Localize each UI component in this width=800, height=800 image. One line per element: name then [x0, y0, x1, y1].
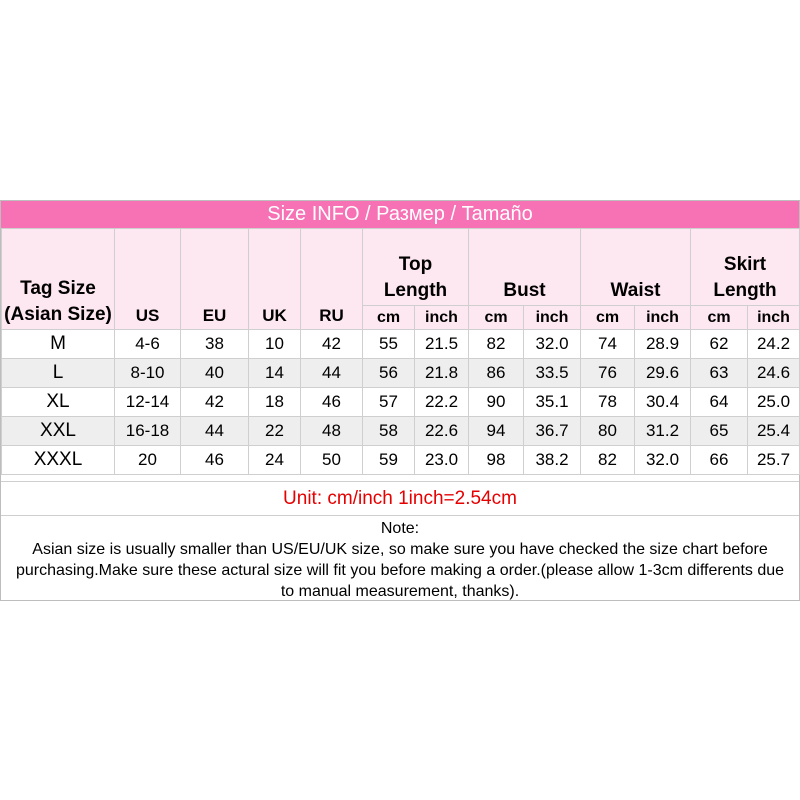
cell-size: M: [2, 330, 115, 359]
header-bust-inch: inch: [524, 306, 581, 330]
cell-top-cm: 55: [363, 330, 415, 359]
cell-size: XXL: [2, 417, 115, 446]
cell-uk: 22: [249, 417, 301, 446]
cell-size: XL: [2, 388, 115, 417]
cell-ru: 42: [301, 330, 363, 359]
table-row: [2, 417, 800, 446]
header-top-length: [363, 229, 469, 306]
cell-us: 16-18: [115, 417, 181, 446]
cell-skirt-inch: 24.2: [748, 330, 800, 359]
header-skirt-length-label: Skirt Length: [713, 254, 777, 301]
cell-top-inch: 23.0: [415, 446, 469, 475]
cell-top-cm: 59: [363, 446, 415, 475]
cell-bust-inch: 36.7: [524, 417, 581, 446]
header-bust-cm: cm: [469, 306, 524, 330]
cell-waist-cm: 76: [581, 359, 635, 388]
cell-bust-inch: 32.0: [524, 330, 581, 359]
cell-bust-inch: 33.5: [524, 359, 581, 388]
header-skirt-length: [691, 229, 800, 306]
header-top-inch: inch: [415, 306, 469, 330]
header-top-length-label: Top Length: [383, 254, 448, 301]
cell-waist-cm: 80: [581, 417, 635, 446]
size-chart: [0, 200, 800, 601]
cell-skirt-cm: 63: [691, 359, 748, 388]
header-skirt-inch: inch: [748, 306, 800, 330]
cell-eu: 40: [181, 359, 249, 388]
cell-waist-cm: 78: [581, 388, 635, 417]
note-box: [1, 516, 799, 600]
cell-waist-inch: 28.9: [635, 330, 691, 359]
cell-waist-cm: 74: [581, 330, 635, 359]
cell-bust-inch: 35.1: [524, 388, 581, 417]
size-info-banner: Size INFO / Размер / Tamaño: [1, 201, 799, 228]
header-top-cm: cm: [363, 306, 415, 330]
table-row: [2, 359, 800, 388]
note-text: Asian size is usually smaller than US/EU/UK size, so make sure you have checked the size chart before purchasing.Make sure these actural size will fit you before making a order.(please allow 1-3cm differents due to manual measurement, thanks).: [15, 541, 785, 600]
header-waist-inch: inch: [635, 306, 691, 330]
cell-waist-inch: 30.4: [635, 388, 691, 417]
cell-bust-cm: 86: [469, 359, 524, 388]
cell-ru: 50: [301, 446, 363, 475]
cell-skirt-inch: 24.6: [748, 359, 800, 388]
cell-size: L: [2, 359, 115, 388]
header-waist: Waist: [581, 229, 691, 306]
cell-skirt-cm: 66: [691, 446, 748, 475]
table-row: [2, 388, 800, 417]
header-bust: Bust: [469, 229, 581, 306]
cell-ru: 46: [301, 388, 363, 417]
cell-waist-cm: 82: [581, 446, 635, 475]
cell-us: 20: [115, 446, 181, 475]
header-uk: UK: [249, 229, 301, 330]
cell-top-cm: 56: [363, 359, 415, 388]
header-ru: RU: [301, 229, 363, 330]
header-skirt-cm: cm: [691, 306, 748, 330]
size-table: [1, 228, 800, 475]
cell-eu: 46: [181, 446, 249, 475]
cell-us: 12-14: [115, 388, 181, 417]
cell-waist-inch: 31.2: [635, 417, 691, 446]
cell-skirt-inch: 25.0: [748, 388, 800, 417]
cell-us: 4-6: [115, 330, 181, 359]
unit-note: Unit: cm/inch 1inch=2.54cm: [1, 481, 799, 516]
header-us: US: [115, 229, 181, 330]
cell-bust-cm: 82: [469, 330, 524, 359]
cell-bust-cm: 98: [469, 446, 524, 475]
header-waist-cm: cm: [581, 306, 635, 330]
cell-eu: 38: [181, 330, 249, 359]
cell-uk: 24: [249, 446, 301, 475]
cell-skirt-cm: 62: [691, 330, 748, 359]
table-row: [2, 446, 800, 475]
note-title: Note:: [380, 520, 420, 537]
header-eu: EU: [181, 229, 249, 330]
cell-top-inch: 21.5: [415, 330, 469, 359]
cell-top-inch: 22.6: [415, 417, 469, 446]
cell-waist-inch: 32.0: [635, 446, 691, 475]
cell-top-inch: 22.2: [415, 388, 469, 417]
cell-bust-inch: 38.2: [524, 446, 581, 475]
cell-uk: 18: [249, 388, 301, 417]
cell-us: 8-10: [115, 359, 181, 388]
cell-uk: 10: [249, 330, 301, 359]
cell-bust-cm: 90: [469, 388, 524, 417]
cell-size: XXXL: [2, 446, 115, 475]
cell-uk: 14: [249, 359, 301, 388]
cell-ru: 44: [301, 359, 363, 388]
cell-top-cm: 57: [363, 388, 415, 417]
cell-skirt-inch: 25.7: [748, 446, 800, 475]
cell-eu: 44: [181, 417, 249, 446]
header-tag-size: Tag Size (Asian Size): [2, 229, 115, 330]
cell-skirt-cm: 65: [691, 417, 748, 446]
cell-skirt-cm: 64: [691, 388, 748, 417]
cell-top-cm: 58: [363, 417, 415, 446]
cell-waist-inch: 29.6: [635, 359, 691, 388]
cell-ru: 48: [301, 417, 363, 446]
table-row: [2, 330, 800, 359]
cell-bust-cm: 94: [469, 417, 524, 446]
cell-skirt-inch: 25.4: [748, 417, 800, 446]
cell-eu: 42: [181, 388, 249, 417]
cell-top-inch: 21.8: [415, 359, 469, 388]
